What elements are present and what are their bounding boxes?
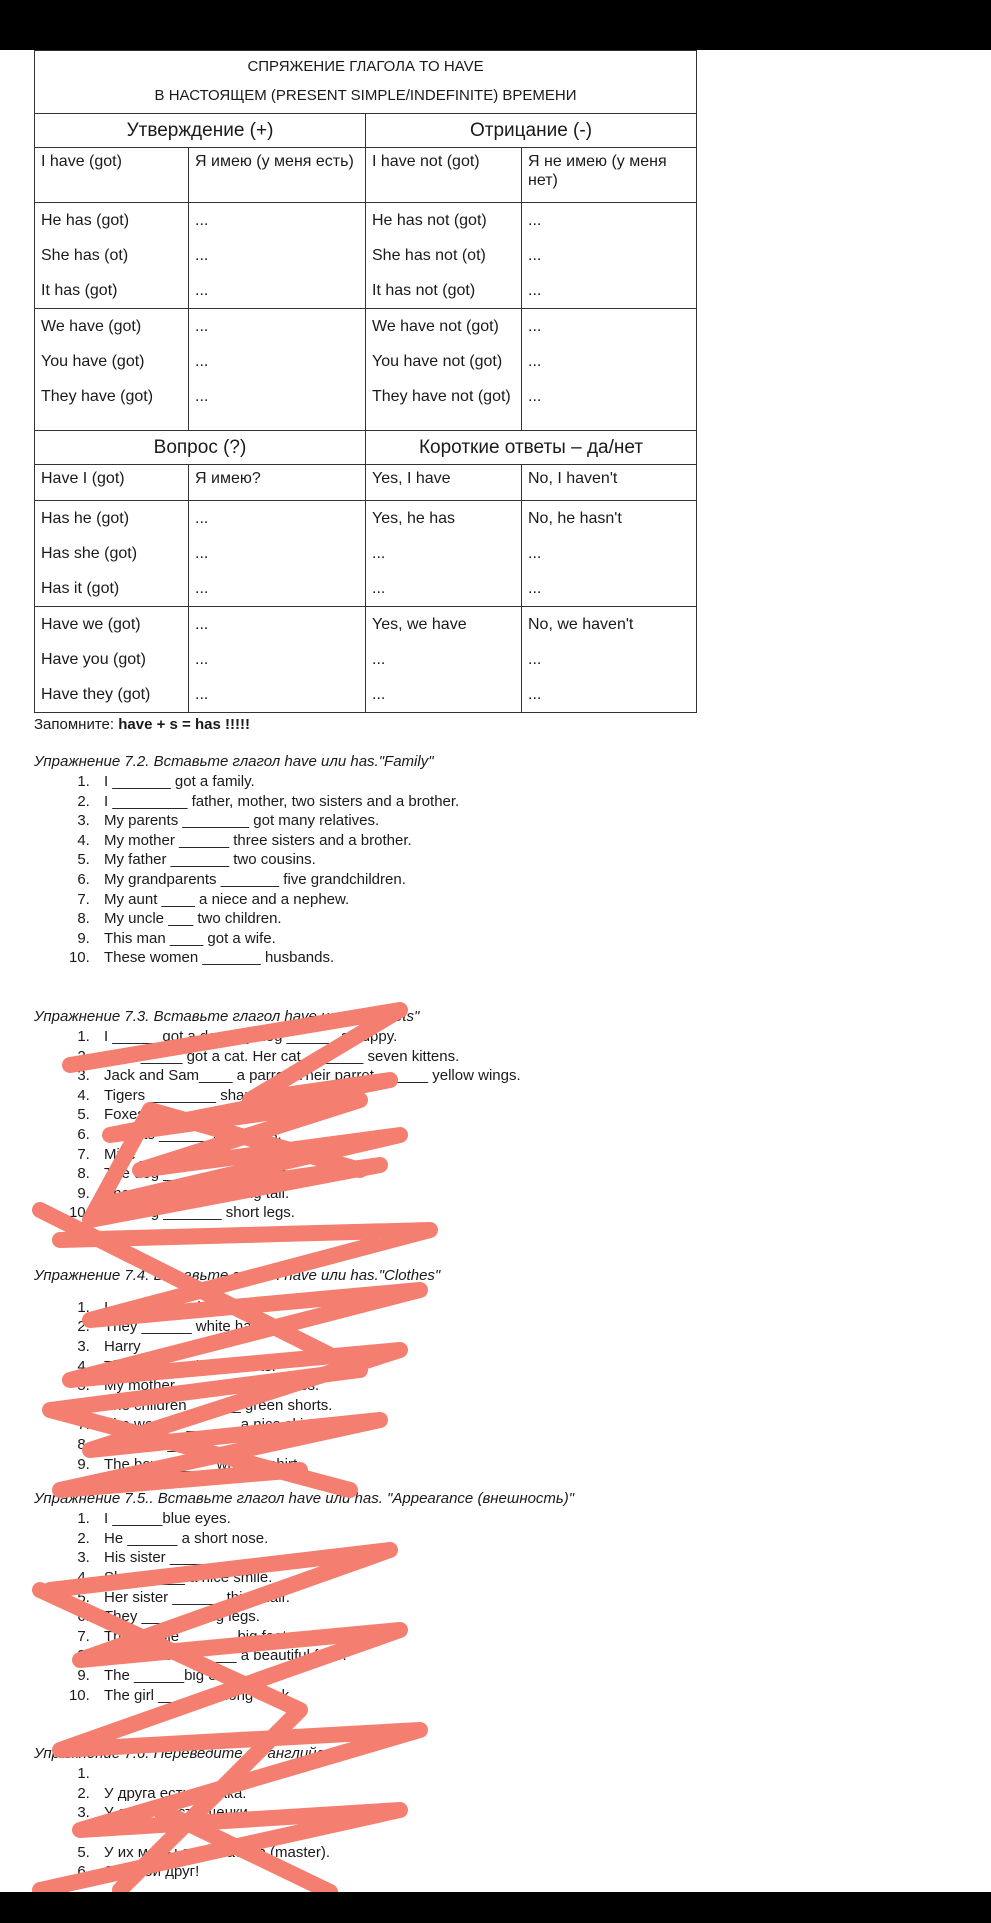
list-item: 10. The girl ______ a long neck. [94, 1686, 696, 1706]
cell-line: ... [372, 686, 386, 703]
cell-group [35, 309, 189, 431]
cell: Я имею (у меня есть) [189, 148, 366, 203]
cell-line: Have we (got) [41, 616, 141, 633]
header-affirmative: Утверждение (+) [35, 114, 366, 148]
list-item: 6. Rabbits ______ short tails. [94, 1125, 696, 1145]
cell-line: ... [195, 651, 209, 668]
cell: Я не имею (у меня нет) [522, 148, 697, 203]
header-negative: Отрицание (-) [366, 114, 697, 148]
cell-group [522, 501, 697, 607]
list-item: 10. These women _______ husbands. [94, 948, 696, 968]
cell-line: ... [195, 247, 209, 264]
cell-line: ... [372, 651, 386, 668]
exercise-title: Упражнение 7.4. Вставьте глагол have или has."Clothes" [34, 1266, 441, 1284]
exercise-list [34, 1027, 696, 1223]
cell-line: Has he (got) [41, 510, 130, 527]
cell-line: ... [195, 388, 209, 405]
cell-line: You have (got) [41, 353, 145, 370]
remember-prefix: Запомните: [34, 716, 115, 733]
cell-line: ... [528, 247, 542, 264]
list-item: 9. The ______big ears. [94, 1666, 696, 1686]
cell-line: No, he hasn't [528, 510, 622, 527]
list-item: 3. У собаки есть щенки. [94, 1803, 696, 1823]
list-item: 1. I ______ a red cap. [94, 1298, 696, 1318]
list-item: 8. The dog _______ a big bone. [94, 1164, 696, 1184]
cell-line: Yes, we have [372, 616, 467, 633]
list-item: 6. They ______ long legs. [94, 1607, 696, 1627]
cell-line: They have not (got) [372, 388, 511, 405]
list-item: 2. У друга есть собака. [94, 1784, 696, 1804]
list-item: 4. My mother ______ three sisters and a brother. [94, 831, 696, 851]
cell-group [189, 309, 366, 431]
cell-group [189, 501, 366, 607]
conjugation-table [34, 50, 697, 713]
cell-group [35, 203, 189, 309]
list-item: 1. I ______got a dog. My dog ______ a puppy. [94, 1027, 696, 1047]
list-item: 5. У их мамы есть мастер (master). [94, 1843, 696, 1863]
list-item: 8. The woman ______ a beautiful face. [94, 1646, 696, 1666]
remember-note [34, 716, 696, 733]
cell-line: They have (got) [41, 388, 154, 405]
cell-line: ... [372, 580, 386, 597]
worksheet [34, 50, 696, 1882]
cell-line: It has (got) [41, 282, 118, 299]
cell-line: Have you (got) [41, 651, 146, 668]
cell-line: No, we haven't [528, 616, 634, 633]
cell-line: It has not (got) [372, 282, 476, 299]
exercise-7-6 [34, 1745, 696, 1882]
cell: Have I (got) [35, 465, 189, 501]
cell: Я имею? [189, 465, 366, 501]
cell-line: We have not (got) [372, 318, 499, 335]
cell-group [35, 501, 189, 607]
exercise-7-4 [34, 1267, 696, 1474]
cell-group [522, 203, 697, 309]
list-item: 2. He ______ a short nose. [94, 1529, 696, 1549]
cell-line: ... [372, 545, 386, 562]
list-item: 8. The man ______ [94, 1435, 696, 1455]
cell-line: She has (ot) [41, 247, 129, 264]
table-row [35, 309, 697, 431]
list-item: 9. The cat _______ a long tail. [94, 1184, 696, 1204]
cell-line: ... [528, 580, 542, 597]
list-item: 10. The dog _______ short legs. [94, 1203, 696, 1223]
cell: I have not (got) [366, 148, 522, 203]
cell-line: ... [195, 686, 209, 703]
top-status-bar [0, 0, 991, 50]
cell: I have (got) [35, 148, 189, 203]
list-item: 3. His sister ______ [94, 1548, 696, 1568]
table-row [35, 203, 697, 309]
list-item: 7. My aunt ____ a niece and a nephew. [94, 890, 696, 910]
cell-group [366, 607, 522, 713]
list-item: 3. Harry ______ [94, 1337, 696, 1357]
cell: Yes, I have [366, 465, 522, 501]
table-row [35, 148, 697, 203]
exercise-title: Упражнение 7.5.. Вставьте глагол have или has. "Appearance (внешность)" [34, 1490, 575, 1508]
list-item: 7. Mice _______ grey coats. [94, 1145, 696, 1165]
cell-line: ... [195, 616, 209, 633]
cell-line: Has it (got) [41, 580, 120, 597]
list-item: 2. I _________ father, mother, two sisters and a brother. [94, 792, 696, 812]
list-item: 6. Это мой друг! [94, 1862, 696, 1882]
cell-line: He has not (got) [372, 212, 487, 229]
cell-group [522, 309, 697, 431]
cell-line: ... [528, 353, 542, 370]
cell: No, I haven't [522, 465, 697, 501]
list-item: 2. Jane _____ got a cat. Her cat _______ seven kittens. [94, 1047, 696, 1067]
cell-group [189, 607, 366, 713]
list-item: 1. I ______blue eyes. [94, 1509, 696, 1529]
table-row [35, 501, 697, 607]
cell-group [366, 203, 522, 309]
list-item: 5. My father _______ two cousins. [94, 850, 696, 870]
list-item: 6. My grandparents _______ five grandchildren. [94, 870, 696, 890]
list-item [94, 1823, 696, 1843]
list-item: 3. Jack and Sam____ a parrot. Their parrot ______ yellow wings. [94, 1066, 696, 1086]
table-row [35, 465, 697, 501]
cell-group [35, 607, 189, 713]
exercise-list [34, 1509, 696, 1705]
cell-group [189, 203, 366, 309]
cell-line: ... [195, 545, 209, 562]
cell-line: ... [528, 282, 542, 299]
cell-line: Has she (got) [41, 545, 138, 562]
exercise-title: Упражнение 7.3. Вставьте глагол have или has."Pets" [34, 1007, 420, 1025]
header-question: Вопрос (?) [35, 431, 366, 465]
list-item: 4. They ______ black boots. [94, 1357, 696, 1377]
exercise-7-3 [34, 1008, 696, 1223]
exercise-7-2 [34, 753, 696, 968]
cell-group [366, 309, 522, 431]
exercise-list [34, 1764, 696, 1882]
list-item: 1. I _______ got a family. [94, 772, 696, 792]
table-row [35, 607, 697, 713]
list-item: 6. The children ______ green shorts. [94, 1396, 696, 1416]
exercise-title: Упражнение 7.6. Переведите на английский [34, 1745, 348, 1763]
cell-line: Have they (got) [41, 686, 151, 703]
remember-formula: have + s = has !!!!! [118, 716, 250, 733]
cell-line: She has not (ot) [372, 247, 486, 264]
list-item: 8. My uncle ___ two children. [94, 909, 696, 929]
cell-line: ... [195, 282, 209, 299]
cell-line: ... [195, 318, 209, 335]
cell-line: ... [528, 686, 542, 703]
cell-line: ... [195, 353, 209, 370]
cell-line: ... [195, 510, 209, 527]
list-item: 2. They ______ white hats. [94, 1317, 696, 1337]
list-item: 7. The people ______ big feet. [94, 1627, 696, 1647]
cell-line: Yes, he has [372, 510, 456, 527]
list-item: 4. Tigers ________ sharp teeth. [94, 1086, 696, 1106]
cell-group [366, 501, 522, 607]
list-item: 5. Her sister ______ thick hair. [94, 1588, 696, 1608]
bottom-bar [0, 1892, 991, 1923]
exercise-list [34, 772, 696, 968]
cell-line: ... [528, 545, 542, 562]
list-item: 5. Foxes ________ long tails. [94, 1105, 696, 1125]
header-short-answers: Короткие ответы – да/нет [366, 431, 697, 465]
exercise-7-5 [34, 1490, 696, 1705]
cell-line: ... [528, 651, 542, 668]
document-page [0, 50, 991, 1892]
list-item: 3. My parents ________ got many relatives. [94, 811, 696, 831]
list-item: 5. My mother ______ a long dress. [94, 1376, 696, 1396]
cell-line: ... [195, 212, 209, 229]
cell-group [522, 607, 697, 713]
cell-line: ... [528, 318, 542, 335]
list-item: 9. This man ____ got a wife. [94, 929, 696, 949]
exercise-list [34, 1298, 696, 1474]
cell-line: We have (got) [41, 318, 142, 335]
exercise-title: Упражнение 7.2. Вставьте глагол have или has."Family" [34, 753, 434, 770]
cell-line: He has (got) [41, 212, 130, 229]
list-item: 7. The woman ______ a nice skirt. [94, 1415, 696, 1435]
list-item [94, 1764, 696, 1784]
cell-line: ... [528, 212, 542, 229]
table-caption [35, 51, 697, 114]
caption-subtitle: В НАСТОЯЩЕМ (PRESENT SIMPLE/INDEFINITE) ВРЕМЕНИ [154, 87, 577, 104]
cell-line: You have not (got) [372, 353, 503, 370]
cell-line: ... [195, 580, 209, 597]
cell-line: ... [528, 388, 542, 405]
list-item: 4. She ______ a nice smile. [94, 1568, 696, 1588]
caption-title: СПРЯЖЕНИЕ ГЛАГОЛА TO HAVE [247, 58, 484, 75]
list-item: 9. The boy ______ white T-shirt. [94, 1455, 696, 1475]
